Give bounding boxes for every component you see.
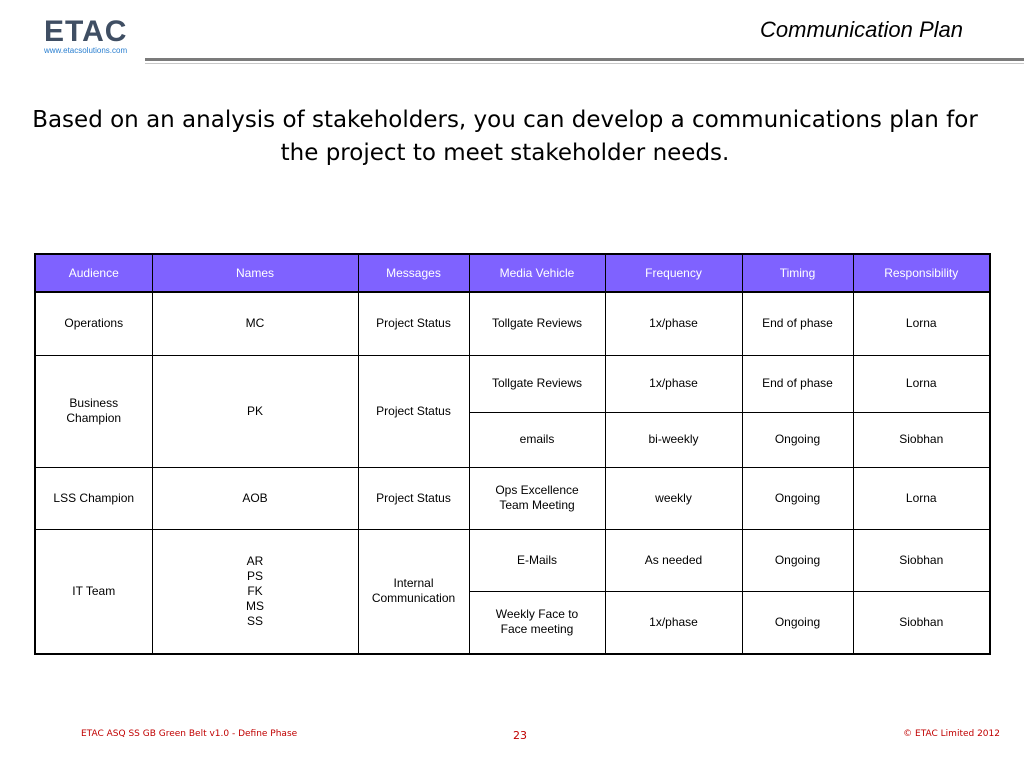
intro-text <box>30 104 980 170</box>
intro-line-1: Based on an analysis of stakeholders, you can develop a communications plan for <box>32 107 978 133</box>
frequency-cell: weekly <box>605 467 742 529</box>
name-item: SS <box>246 613 263 628</box>
timing-cell: Ongoing <box>742 591 853 654</box>
media-text: Weekly Face to Face meeting <box>495 607 579 637</box>
name-item: MS <box>246 598 264 613</box>
media-cell <box>469 467 605 529</box>
frequency-cell: 1x/phase <box>605 292 742 355</box>
header-rule-thin <box>145 63 1024 64</box>
header-frequency: Frequency <box>605 254 742 292</box>
names-cell: AOB <box>152 467 358 529</box>
names-cell: MC <box>152 292 358 355</box>
footer-page-number: 23 <box>513 729 527 742</box>
message-cell: Project Status <box>358 467 469 529</box>
media-cell <box>469 591 605 654</box>
timing-cell: Ongoing <box>742 529 853 591</box>
header-audience: Audience <box>35 254 152 292</box>
name-item: PS <box>246 568 263 583</box>
table-row <box>35 292 990 355</box>
footer-course-name: ETAC ASQ SS GB Green Belt v1.0 - Define Phase <box>81 729 298 739</box>
slide-title: Communication Plan <box>760 17 963 42</box>
frequency-cell: bi-weekly <box>605 412 742 467</box>
footer-copyright: © ETAC Limited 2012 <box>903 729 1000 739</box>
table-row <box>35 355 990 412</box>
message-cell: Project Status <box>358 292 469 355</box>
message-text: Internal Communication <box>371 576 456 606</box>
audience-cell <box>35 355 152 467</box>
intro-line-2: the project to meet stakeholder needs. <box>280 140 730 166</box>
message-cell <box>358 529 469 654</box>
audience-cell: IT Team <box>35 529 152 654</box>
header-timing: Timing <box>742 254 853 292</box>
header-responsibility: Responsibility <box>853 254 990 292</box>
logo-url: www.etacsolutions.com <box>44 46 128 55</box>
name-item: FK <box>247 583 263 598</box>
media-text: Ops Excellence Team Meeting <box>495 483 579 512</box>
timing-cell: End of phase <box>742 355 853 412</box>
audience-cell: Operations <box>35 292 152 355</box>
names-cell: PK <box>152 355 358 467</box>
responsibility-cell: Lorna <box>853 292 990 355</box>
media-cell: Tollgate Reviews <box>469 355 605 412</box>
name-item: AR <box>246 553 264 568</box>
responsibility-cell: Lorna <box>853 355 990 412</box>
frequency-cell: As needed <box>605 529 742 591</box>
responsibility-cell: Siobhan <box>853 412 990 467</box>
header-rule <box>145 58 1024 61</box>
header-names: Names <box>152 254 358 292</box>
audience-cell: LSS Champion <box>35 467 152 529</box>
media-cell: E-Mails <box>469 529 605 591</box>
frequency-cell: 1x/phase <box>605 591 742 654</box>
timing-cell: Ongoing <box>742 412 853 467</box>
names-cell <box>152 529 358 654</box>
table-row <box>35 467 990 529</box>
timing-cell: Ongoing <box>742 467 853 529</box>
header-messages: Messages <box>358 254 469 292</box>
responsibility-cell: Lorna <box>853 467 990 529</box>
media-cell: emails <box>469 412 605 467</box>
responsibility-cell: Siobhan <box>853 529 990 591</box>
etac-logo <box>44 16 134 56</box>
media-cell: Tollgate Reviews <box>469 292 605 355</box>
audience-text: Business Champion <box>66 396 122 425</box>
timing-cell: End of phase <box>742 292 853 355</box>
table-header-row <box>35 254 990 292</box>
logo-wordmark <box>44 16 127 48</box>
logo-text: ETAC <box>44 15 128 48</box>
header-media-vehicle: Media Vehicle <box>469 254 605 292</box>
frequency-cell: 1x/phase <box>605 355 742 412</box>
responsibility-cell: Siobhan <box>853 591 990 654</box>
message-cell: Project Status <box>358 355 469 467</box>
table-row <box>35 529 990 591</box>
communication-plan-table <box>34 253 991 655</box>
